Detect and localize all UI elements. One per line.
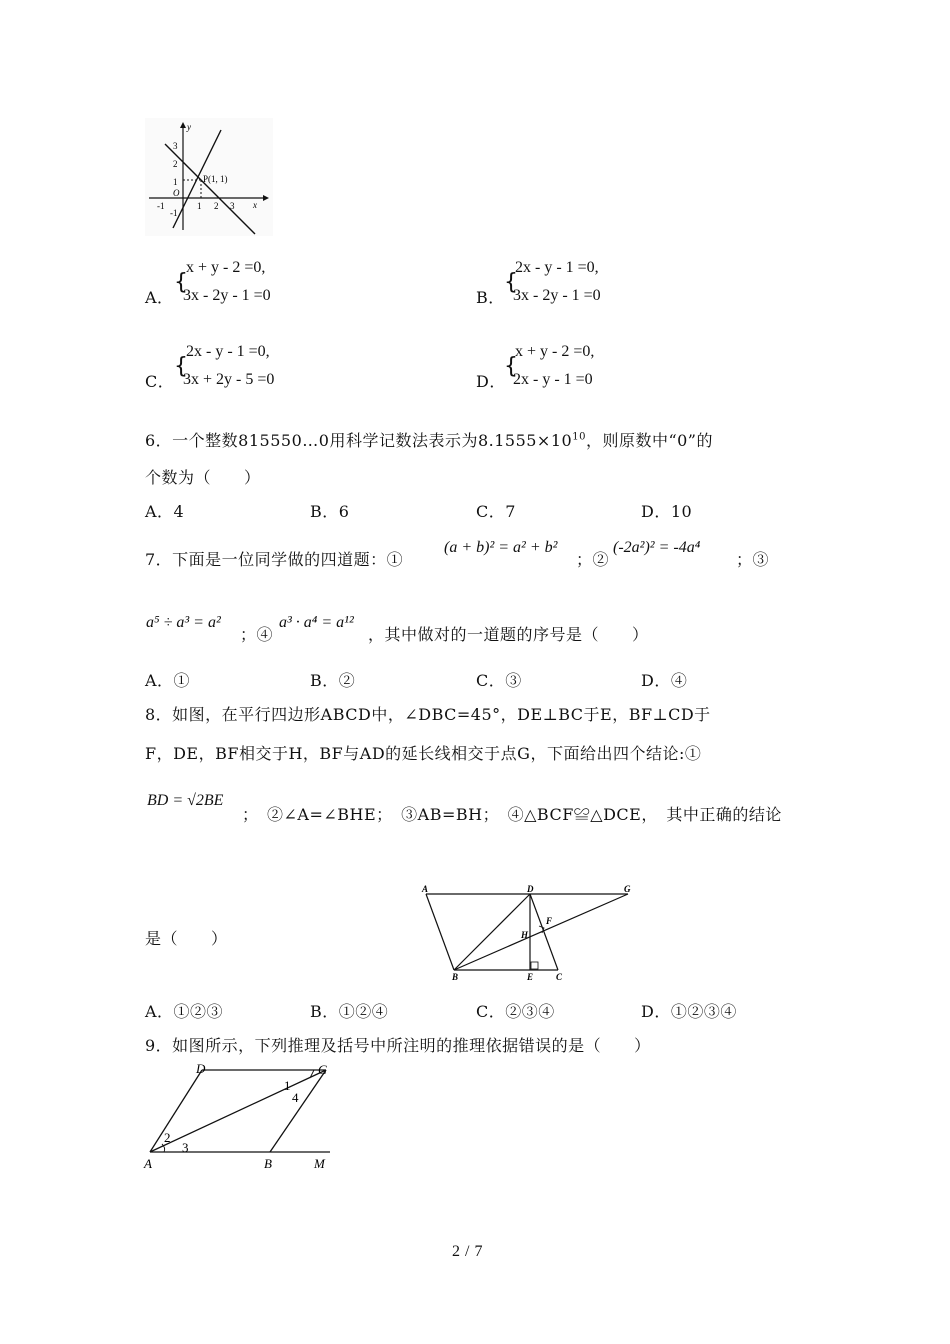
q8-line3: ； ②∠A=∠BHE； ③AB=BH； ④△BCF≌△DCE， 其中正确的结论 (242, 805, 782, 824)
q9-figure (142, 1060, 336, 1174)
graph-tick-y1: 1 (173, 177, 178, 187)
page-number: 2 / 7 (452, 1243, 483, 1260)
graph-y-label: y (187, 122, 191, 132)
q9-line1: 9．如图所示，下列推理及括号中所注明的推理依据错误的是（ ） (145, 1036, 651, 1055)
q5-option-a-eq2: 3x - 2y - 1 =0 (183, 287, 271, 304)
q9-label-d: D (196, 1061, 206, 1076)
q9-label-c: C (318, 1062, 327, 1077)
q5-option-b-letter: B． (476, 288, 505, 307)
q7-intro: 7．下面是一位同学做的四道题：① (145, 550, 404, 569)
graph-tick-y3: 3 (173, 141, 178, 151)
q8-figure (418, 882, 640, 982)
q6-option-d: D．10 (641, 502, 693, 521)
q5-option-c-brace: { (174, 354, 188, 379)
q7-eq1: (a + b)² = a² + b² (444, 539, 558, 556)
q8-line2: F，DE，BF相交于H，BF与AD的延长线相交于点G，下面给出四个结论:① (145, 744, 702, 763)
graph-tick-x1: 1 (197, 201, 202, 211)
q9-angle-2: 2 (164, 1130, 171, 1145)
q8-label-h: H (521, 930, 529, 940)
graph-tick-x2: 2 (214, 201, 219, 211)
q9-label-a: A (144, 1156, 152, 1171)
q5-option-a-letter: A． (145, 288, 174, 307)
q7-sep3: ；③ (736, 550, 770, 569)
q8-option-d: D．①②③④ (641, 1002, 737, 1021)
q5-option-a-eq1: x + y - 2 =0, (186, 259, 266, 276)
q5-option-b-brace: { (504, 270, 518, 295)
q8-label-f: F (546, 916, 553, 926)
q7-option-b: B．② (310, 671, 356, 690)
q5-graph (145, 118, 273, 236)
q6-line1-b: ，则原数中“0”的 (585, 431, 713, 450)
q8-label-d: D (527, 884, 534, 894)
q6-option-c: C．7 (476, 502, 516, 521)
graph-x-label: x (253, 200, 257, 210)
q9-angle-3: 3 (182, 1140, 189, 1155)
q8-option-c: C．②③④ (476, 1002, 555, 1021)
graph-tick-ym1: -1 (170, 208, 178, 218)
q7-option-d: D．④ (641, 671, 688, 690)
q6-exponent: 10 (572, 431, 586, 443)
q7-tail: ，其中做对的一道题的序号是（ ） (368, 625, 649, 644)
graph-origin: O (173, 188, 180, 198)
q5-option-b-eq2: 3x - 2y - 1 =0 (513, 287, 601, 304)
q9-angle-1: 1 (284, 1078, 291, 1093)
q5-option-b-eq1: 2x - y - 1 =0, (515, 259, 599, 276)
q6-option-b: B．6 (310, 502, 350, 521)
q6-line1 (145, 428, 713, 451)
q8-line1: 8．如图，在平行四边形ABCD中，∠DBC=45°，DE⊥BC于E，BF⊥CD于 (145, 705, 711, 724)
q8-eq: BD = √2BE (147, 792, 224, 809)
graph-tick-x3: 3 (230, 201, 235, 211)
q8-label-a: A (422, 884, 429, 894)
q7-eq2: (-2a²)² = -4a⁴ (613, 539, 701, 556)
q8-option-a: A．①②③ (145, 1002, 224, 1021)
q8-label-e: E (527, 972, 534, 982)
q5-option-c-eq2: 3x + 2y - 5 =0 (183, 371, 275, 388)
q8-label-b: B (452, 972, 459, 982)
q7-option-c: C．③ (476, 671, 522, 690)
q5-option-c-letter: C． (145, 372, 175, 391)
q5-option-d-letter: D． (476, 372, 506, 391)
q5-option-d-eq1: x + y - 2 =0, (515, 343, 595, 360)
graph-point-label: P(1, 1) (203, 174, 228, 184)
q8-option-b: B．①②④ (310, 1002, 389, 1021)
graph-tick-xm1: -1 (157, 201, 165, 211)
q7-sep4: ；④ (240, 625, 274, 644)
q6-line1-a: 6．一个整数815550…0用科学记数法表示为8.1555×10 (145, 431, 573, 450)
q6-line2: 个数为（ ） (145, 468, 261, 487)
q7-eq4: a³ · a⁴ = a¹² (279, 614, 354, 631)
q5-option-d-eq2: 2x - y - 1 =0 (513, 371, 593, 388)
q7-option-a: A．① (145, 671, 191, 690)
q7-sep2: ；② (576, 550, 610, 569)
q8-label-g: G (624, 884, 631, 894)
q6-option-a: A．4 (145, 502, 185, 521)
q5-option-d-brace: { (504, 354, 518, 379)
q5-option-a-brace: { (174, 270, 188, 295)
q9-label-b: B (264, 1156, 272, 1171)
q9-label-m: M (314, 1156, 325, 1171)
q8-line4: 是（ ） (145, 929, 228, 948)
graph-tick-y2: 2 (173, 159, 178, 169)
q9-angle-4: 4 (292, 1090, 299, 1105)
q8-label-c: C (556, 972, 563, 982)
q7-eq3: a⁵ ÷ a³ = a² (146, 614, 221, 631)
q5-option-c-eq1: 2x - y - 1 =0, (186, 343, 270, 360)
